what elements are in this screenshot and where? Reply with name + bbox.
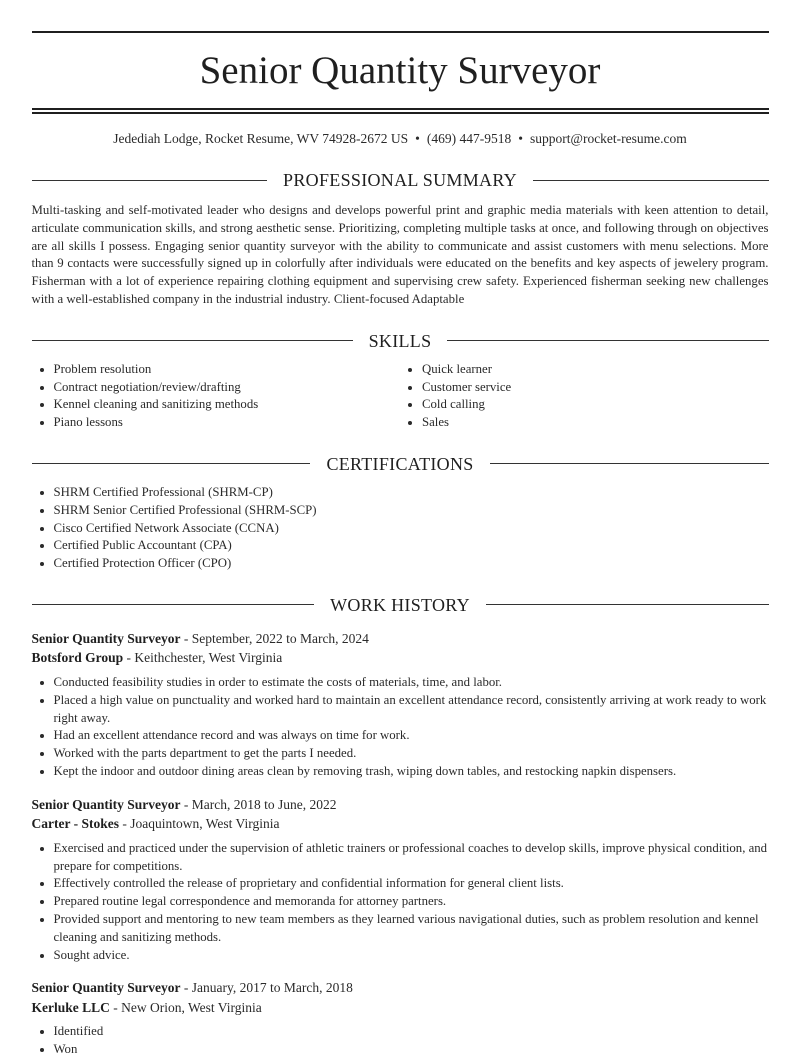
work-history-title: WORK HISTORY [330,594,470,615]
certifications-list [32,484,769,573]
heading-rule-left [32,340,353,341]
job-duty: • Conducted feasibility studies in order to estimate the costs of materials, time, and labor. [54,674,769,692]
heading-rule-right [490,463,769,464]
skill-item: • Problem resolution [54,361,401,379]
certification-item: • Certified Public Accountant (CPA) [54,537,769,555]
heading-rule-right [486,604,769,605]
skill-item: • Kennel cleaning and sanitizing methods [54,396,401,414]
skills-column-left [32,361,401,432]
heading-rule-left [32,604,315,605]
job-role: Senior Quantity Surveyor [31,980,181,996]
job-duties [32,674,769,781]
work-history-heading [32,593,769,617]
job-company: Carter - Stokes [31,816,119,832]
skill-item: • Sales [422,414,769,432]
job-duties [32,840,769,965]
job-duty: • Prepared routine legal correspondence and memoranda for attorney partners. [54,893,769,911]
heading-rule-right [533,180,769,181]
job-company: Botsford Group [31,650,124,666]
job-duty: • Had an excellent attendance record and was always on time for work. [54,727,769,745]
contact-address: Jedediah Lodge, Rocket Resume, WV 74928-2672 US [113,131,409,146]
certification-item: • SHRM Senior Certified Professional (SHRM-SCP) [54,502,769,520]
certifications-title: CERTIFICATIONS [326,453,474,474]
certification-item: • SHRM Certified Professional (SHRM-CP) [54,484,769,502]
summary-title: PROFESSIONAL SUMMARY [283,170,517,190]
certification-item: • Cisco Certified Network Associate (CCNA) [54,520,769,538]
skill-item: • Piano lessons [54,414,401,432]
job-company-line [32,814,769,834]
job-company: Kerluke LLC [31,999,110,1015]
job-company-line [32,648,769,668]
heading-rule-left [32,463,311,464]
job-duties [32,1023,769,1059]
summary-text: Multi-tasking and self-motivated leader who designs and develops powerful print and graphic media materials with keen attention to detail, articulate communication skills, and strong aesthetic sense. Prioritizing, completing multiple tasks at once, and following through on objectives are all skills I possess. Engaging senior quantity surveyor with the ability to communicate and assist customers with menu selections. More than 9 contacts were successfully signed up in colorfully after individuals were educated on the benefits and key aspects of jewelery program. Fisherman with a lot of experience repairing clothing equipment and supervising crew safety. Experienced fisherman seeking new challenges with a well-established company in the industrial industry. Client-focused Adaptable [31,203,769,306]
contact-phone: (469) 447-9518 [426,131,512,146]
job-role: Senior Quantity Surveyor [31,796,181,812]
job-duty: • Sought advice. [54,947,769,965]
contact-email: support@rocket-resume.com [530,131,687,146]
job-location: - New Orion, West Virginia [109,999,262,1015]
resume-page [32,0,769,1059]
job-role-line [32,629,769,649]
skills-column-right [400,361,769,432]
job-dates: - March, 2018 to June, 2022 [180,796,337,812]
title-double-rule [32,108,769,114]
skill-item: • Customer service [422,379,769,397]
job-company-line [32,998,769,1018]
job-entry [32,629,769,781]
job-dates: - January, 2017 to March, 2018 [180,980,353,996]
resume-title: Senior Quantity Surveyor [199,49,601,92]
skill-item: • Quick learner [422,361,769,379]
summary-heading [32,168,769,192]
job-duty: • Identified [54,1023,769,1041]
job-duty: • Provided support and mentoring to new team members as they learned various navigational duties, such as problem resolution and kennel cleaning and sanitizing methods. [54,911,769,947]
heading-rule-left [32,180,268,181]
job-role-line [32,978,769,998]
job-role-line [32,795,769,815]
job-duty: • Worked with the parts department to get the parts I needed. [54,745,769,763]
job-location: - Joaquintown, West Virginia [118,816,280,832]
certifications-heading [32,452,769,476]
certification-item: • Certified Protection Officer (CPO) [54,555,769,573]
heading-rule-right [447,340,768,341]
job-duty: • Kept the indoor and outdoor dining areas clean by removing trash, wiping down tables, and restocking napkin dispensers. [54,763,769,781]
job-duty: • Exercised and practiced under the supervision of athletic trainers or professional coaches to develop skills, improve physical condition, and prepare for competitions. [54,840,769,876]
job-entry [32,978,769,1059]
job-duty: • Won [54,1041,769,1059]
contact-line [32,130,769,148]
skills-title: SKILLS [368,330,432,351]
job-dates: - September, 2022 to March, 2024 [180,630,369,646]
top-rule [32,31,769,33]
skills-heading [32,329,769,353]
skills-list [32,361,769,432]
skill-item: • Contract negotiation/review/drafting [54,379,401,397]
job-entry [32,795,769,965]
contact-separator: • [415,131,420,146]
job-location: - Keithchester, West Virginia [123,650,283,666]
contact-separator: • [518,131,524,146]
job-duty: • Placed a high value on punctuality and worked hard to maintain an excellent attendance record, consistently arriving at work ready to work right away. [54,692,769,728]
job-duty: • Effectively controlled the release of proprietary and confidential information for general client lists. [54,875,769,893]
job-role: Senior Quantity Surveyor [31,630,181,646]
skill-item: • Cold calling [422,396,769,414]
